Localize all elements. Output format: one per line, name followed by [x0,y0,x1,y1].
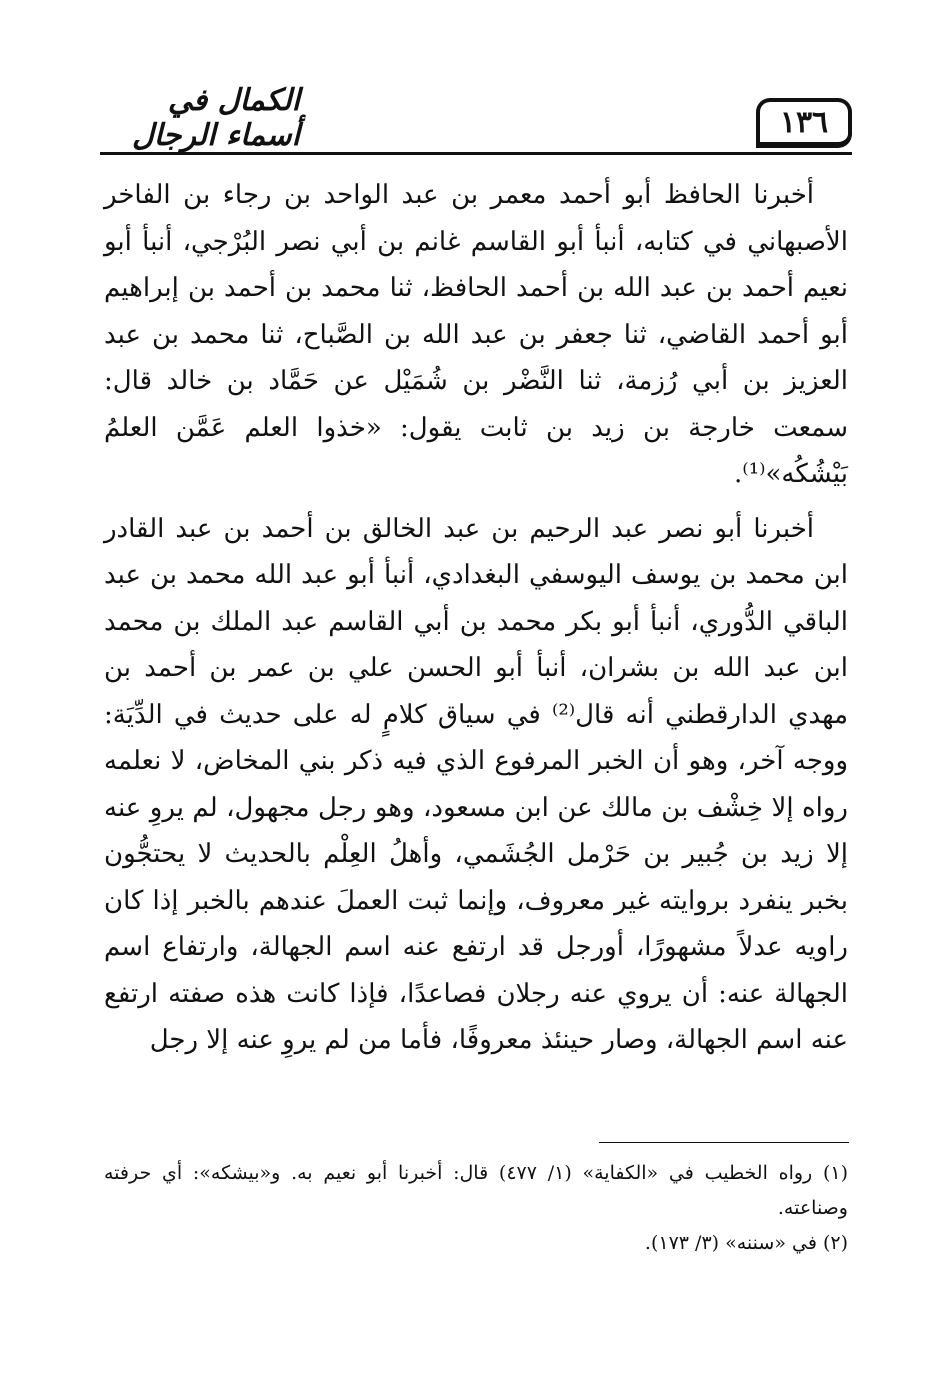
header-rule [100,152,852,155]
paragraph-1: أخبرنا الحافظ أبو أحمد معمر بن عبد الواحد بن رجاء بن الفاخر الأصبهاني في كتابه، أنبأ أبو القاسم غانم بن أبي نصر البُرْجي، أنبأ أبو نعيم أحمد بن عبد الله بن أحمد الحافظ، ثنا محمد بن أحمد بن إبراهيم أبو أحمد القاضي، ثنا جعفر بن عبد الله بن الصَّباح، ثنا محمد بن عبد العزيز بن أبي رُزمة، ثنا النَّضْر بن شُمَيْل عن حَمَّاد بن خالد قال: سمعت خارجة بن زيد بن ثابت يقول: «خذوا العلم عَمَّن العلمُ بَيْشُكُه»⁽¹⁾. [104,180,848,489]
running-title: الكمال في أسماء الرجال [131,83,300,153]
page-number: ١٣٦ [756,98,852,148]
footnotes [104,1156,848,1261]
paragraph-2: أخبرنا أبو نصر عبد الرحيم بن عبد الخالق بن أحمد بن عبد القادر ابن محمد بن يوسف اليوسفي البغدادي، أنبأ أبو عبد الله محمد بن عبد الباقي الدُّوري، أنبأ أبو بكر محمد بن أبي القاسم عبد الملك بن محمد ابن عبد الله بن بشران، أنبأ أبو الحسن علي بن عمر بن أحمد بن مهدي الدارقطني أنه قال⁽²⁾ في سياق كلامٍ له على حديث في الدِّيَة: ووجه آخر، وهو أن الخبر المرفوع الذي فيه ذكر بني المخاض، لا نعلمه رواه إلا خِشْف بن مالك عن ابن مسعود، وهو رجل مجهول، لم يروِ عنه إلا زيد بن جُبير بن حَرْمل الجُشَمي، وأهلُ العِلْم بالحديث لا يحتجُّون بخبر ينفرد بروايته غير معروف، وإنما ثبت العملَ عندهم بالخبر إذا كان راويه عدلاً مشهورًا، أورجل قد ارتفع عنه اسم الجهالة، وارتفاع اسم الجهالة عنه: أن يروي عنه رجلان فصاعدًا، فإذا كانت هذه صفته ارتفع عنه اسم الجهالة، وصار حينئذ معروفًا، فأما من لم يروِ عنه إلا رجل [104,513,848,1055]
footnote-2: (٢) في «سننه» (٣/ ١٧٣). [644,1232,848,1254]
footnote-rule [599,1142,849,1143]
page-header [100,83,852,158]
footnote-1: (١) رواه الخطيب في «الكفاية» (١/ ٤٧٧) قال: أخبرنا أبو نعيم به. و«بيشكه»: أي حرفته وصناعته. [104,1162,848,1219]
main-text [104,172,848,1064]
